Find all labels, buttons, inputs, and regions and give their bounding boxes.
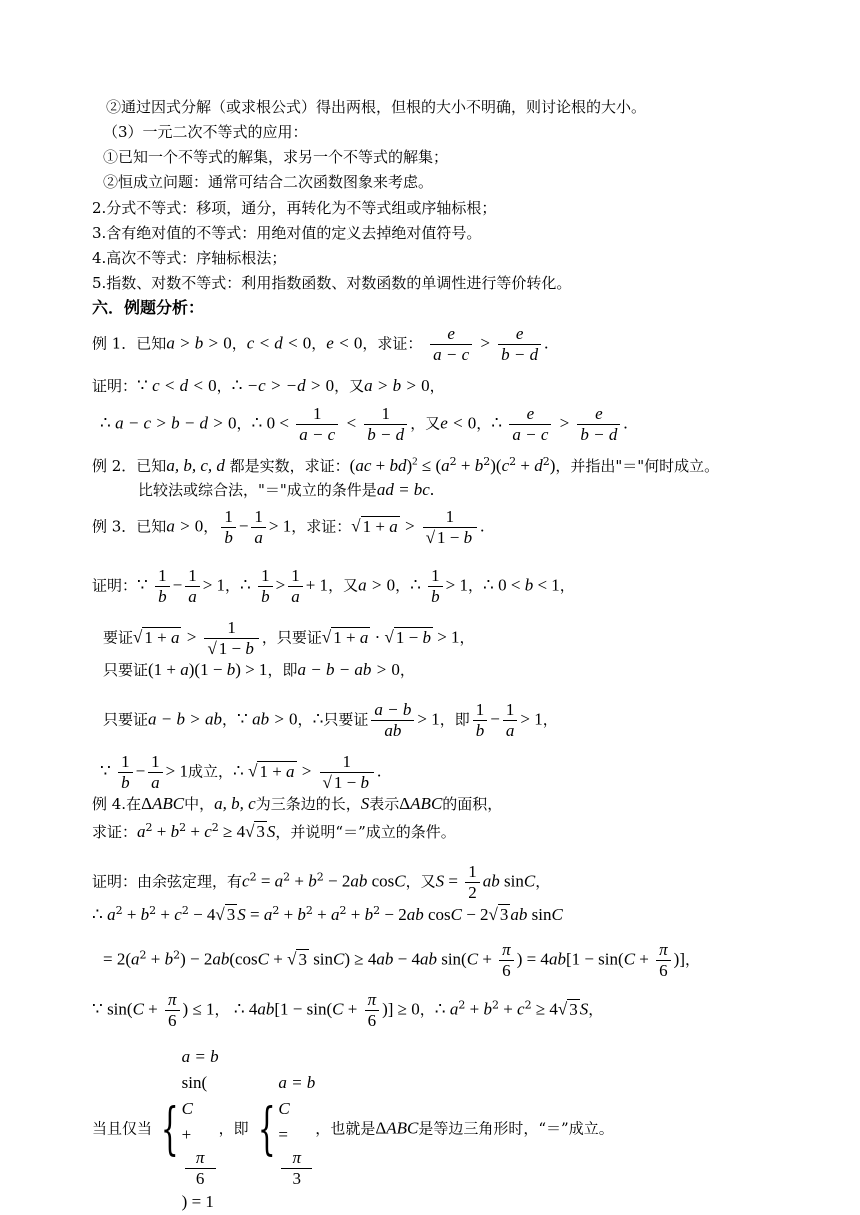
example-2: 例 2．已知a, b, c, d 都是实数，求证：$(ac + bd)^2 \le (a^2 + b^2)(c^2 + d^2)$，并指出"＝"何时成立。: [92, 455, 720, 475]
proof-1-line-1: 证明：∵ c < d < 0，∴ −c > −d > 0，又a > b > 0，: [92, 376, 445, 395]
example-4: 例 4.在ΔABC中，a, b, c为三条边的长，S表示ΔABC的面积，: [92, 794, 503, 813]
example-1: 例 1．已知a > b > 0，c < d < 0，e < 0，求证： $\frac{e}{a - c}$ > $\frac{e}{b - d}$ .: [92, 324, 549, 364]
example-2-answer: 比较法或综合法，"＝"成立的条件是ad = bc.: [138, 480, 435, 499]
proof-4-line-4: ∵ sin(C + $\frac{\pi}{6}$ ) ≤ 1， ∴ 4ab[1 − sin(C + $\frac{\pi}{6}$ )] ≥ 0，∴ $a^2 + b^2 + c^2 \ge 4√$ 3 S，: [92, 990, 604, 1030]
text-line: 4.高次不等式：序轴标根法；: [92, 249, 287, 267]
text-line: 5.指数、对数不等式：利用指数函数、对数函数的单调性进行等价转化。: [92, 274, 572, 292]
proof-1-line-2: ∴ a − c > b − d > 0，∴ 0 < $\frac{1}{a - c}$ < $\frac{1}{b - d}$ ，又e < 0，∴ $\frac{e}{a - c}$ > $\frac{e}{b - d}$ .: [100, 404, 628, 444]
proof-4-line-1: 证明：由余弦定理，有$c^2 = a^2 + b^2 - 2ab$ cosC，又S = $\frac{1}{2}$ ab sinC，: [92, 862, 551, 902]
example-4-prove: 求证：$a^2 + b^2 + c^2 \ge 4√$ 3 S，并说明“＝”成立的条件。: [92, 821, 456, 841]
proof-3-line-2: 要证√ 1 + a > $\frac{1}{√ 1 - b}$ ，只要证√ 1 + a · √ 1 − b > 1，: [103, 618, 475, 658]
text-line: ②通过因式分解（或求根公式）得出两根，但根的大小不明确，则讨论根的大小。: [106, 98, 647, 116]
proof-3-line-4: 只要证a − b > ab，∵ ab > 0，∴只要证 $\frac{a - b}{ab}$ > 1，即 $\frac{1}{b}$ − $\frac{1}{a}$ > 1，: [103, 700, 558, 740]
proof-3-line-3: 只要证(1 + a)(1 − b) > 1，即a − b − ab > 0，: [103, 660, 415, 679]
proof-3-line-1: 证明：∵ $\frac{1}{b}$ − $\frac{1}{a}$ > 1，∴ $\frac{1}{b}$ > $\frac{1}{a}$ + 1，又a > 0，∴ $\frac{1}{b}$ > 1，∴ 0 < b < 1，: [92, 566, 575, 606]
text-line: 3.含有绝对值的不等式：用绝对值的定义去掉绝对值符号。: [92, 224, 482, 242]
text-line: （3）一元二次不等式的应用：: [103, 123, 308, 141]
text-line: ②恒成立问题：通常可结合二次函数图象来考虑。: [103, 173, 434, 191]
proof-3-line-5: ∵ $\frac{1}{b}$ − $\frac{1}{a}$ > 1成立，∴ √ 1 + a > $\frac{1}{√ 1 - b}$ .: [100, 752, 382, 792]
proof-4-line-3: = $2(a^2 + b^2) - 2ab(\cos C$ + √ 3 sinC) ≥ 4ab − 4ab sin(C + $\frac{\pi}{6}$ ) = 4ab[1 − sin(C + $\frac{\pi}{6}$ )]，: [103, 940, 700, 980]
proof-4-line-5: 当且仅当 { a = b sin( C + π 6 ) = 1 ，即 { a = b C = π 3 ，也就是ΔABC是等边三角形时，“＝”成立。: [92, 1047, 614, 1211]
text-line: 2.分式不等式：移项，通分，再转化为不等式组或序轴标根；: [92, 199, 497, 217]
example-3: 例 3．已知a > 0， $\frac{1}{b}$ − $\frac{1}{a}$ > 1，求证：√ 1 + a > $\frac{1}{√ 1 - b}$ .: [92, 507, 485, 547]
text-line: ①已知一个不等式的解集，求另一个不等式的解集；: [103, 148, 449, 166]
proof-4-line-2: ∴ $a^2 + b^2 + c^2 - 4√$ 3 $S = a^2 + b^2 + a^2 + b^2 - 2ab$ cosC − 2√ 3 ab sinC: [92, 904, 563, 924]
section-heading: 六．例题分析：: [92, 298, 205, 317]
